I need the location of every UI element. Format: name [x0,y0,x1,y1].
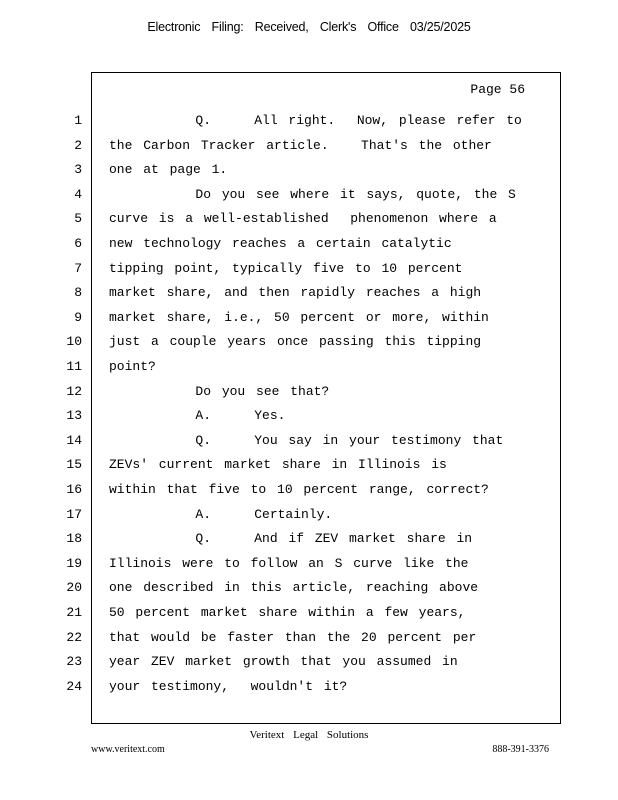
transcript-line [0,109,618,133]
line-number: 5 [74,211,82,227]
transcript-line [0,257,618,281]
line-number: 8 [74,285,82,301]
transcript-line [0,527,618,551]
page-number: Page 56 [470,82,525,97]
footer-company: Veritext Legal Solutions [249,729,369,741]
line-text: tipping point, typically five to 10 percent [109,260,463,276]
line-text: market share, i.e., 50 percent or more, within [109,309,489,325]
line-text: A. Certainly. [109,506,333,522]
line-number: 18 [66,531,82,547]
line-number: 20 [66,580,82,596]
line-number: 4 [74,186,82,202]
transcript-line [0,478,618,502]
transcript-line [0,650,618,674]
line-number: 10 [66,334,82,350]
line-text: Q. All right. Now, please refer to [109,113,522,128]
transcript-line [0,552,618,576]
footer-website: www.veritext.com [91,744,165,755]
line-text: just a couple years once passing this tipping [109,334,482,350]
transcript-line [0,330,618,354]
transcript-line [0,232,618,256]
line-number: 3 [74,162,82,178]
line-number: 17 [66,506,82,522]
line-text: Q. You say in your testimony that [109,432,504,448]
line-number: 7 [74,260,82,276]
transcript-line [0,158,618,182]
transcript-line [0,601,618,625]
transcript-line [0,503,618,527]
line-number: 6 [74,236,82,251]
line-number: 21 [66,605,82,620]
transcript-line [0,576,618,600]
line-text: the Carbon Tracker article. That's the other [109,137,492,153]
transcript-line [0,306,618,330]
filing-header: Electronic Filing: Received, Clerk's Office 03/25/2025 [147,20,471,34]
line-text: one described in this article, reaching above [109,580,479,596]
line-number: 16 [66,482,82,497]
line-text: within that five to 10 percent range, correct? [109,482,489,497]
line-number: 15 [66,457,82,473]
line-text: Q. And if ZEV market share in [109,531,473,547]
line-number: 23 [66,654,82,670]
transcript-line [0,183,618,207]
line-text: Do you see where it says, quote, the S [109,186,516,202]
line-number: 9 [74,309,82,325]
line-text: market share, and then rapidly reaches a high [109,285,482,301]
transcript-line [0,404,618,428]
line-text: year ZEV market growth that you assumed in [109,654,458,670]
line-number: 24 [66,678,82,694]
transcript-line [0,429,618,453]
line-number: 14 [66,432,82,448]
transcript-line [0,380,618,404]
line-text: your testimony, wouldn't it? [109,678,348,694]
transcript-line [0,626,618,650]
line-text: Illinois were to follow an S curve like the [109,555,469,571]
transcript-line [0,207,618,231]
line-text: 50 percent market share within a few years, [109,605,466,620]
line-text: A. Yes. [109,408,286,424]
line-text: Do you see that? [109,383,330,399]
transcript-line [0,355,618,379]
transcript-line [0,281,618,305]
transcript-line [0,134,618,158]
transcript-line [0,675,618,699]
line-text: ZEVs' current market share in Illinois is [109,457,447,473]
line-text: new technology reaches a certain catalytic [109,236,452,251]
line-number: 22 [66,629,82,645]
line-text: point? [109,359,156,374]
line-number: 13 [66,408,82,424]
line-number: 11 [66,359,82,374]
line-number: 12 [66,383,82,399]
line-number: 19 [66,555,82,571]
line-text: curve is a well-established phenomenon where a [109,211,497,227]
footer-phone: 888-391-3376 [492,744,549,755]
line-number: 2 [74,137,82,153]
line-number: 1 [74,113,82,128]
line-text: one at page 1. [109,162,228,178]
line-text: that would be faster than the 20 percent per [109,629,477,645]
transcript-line [0,453,618,477]
